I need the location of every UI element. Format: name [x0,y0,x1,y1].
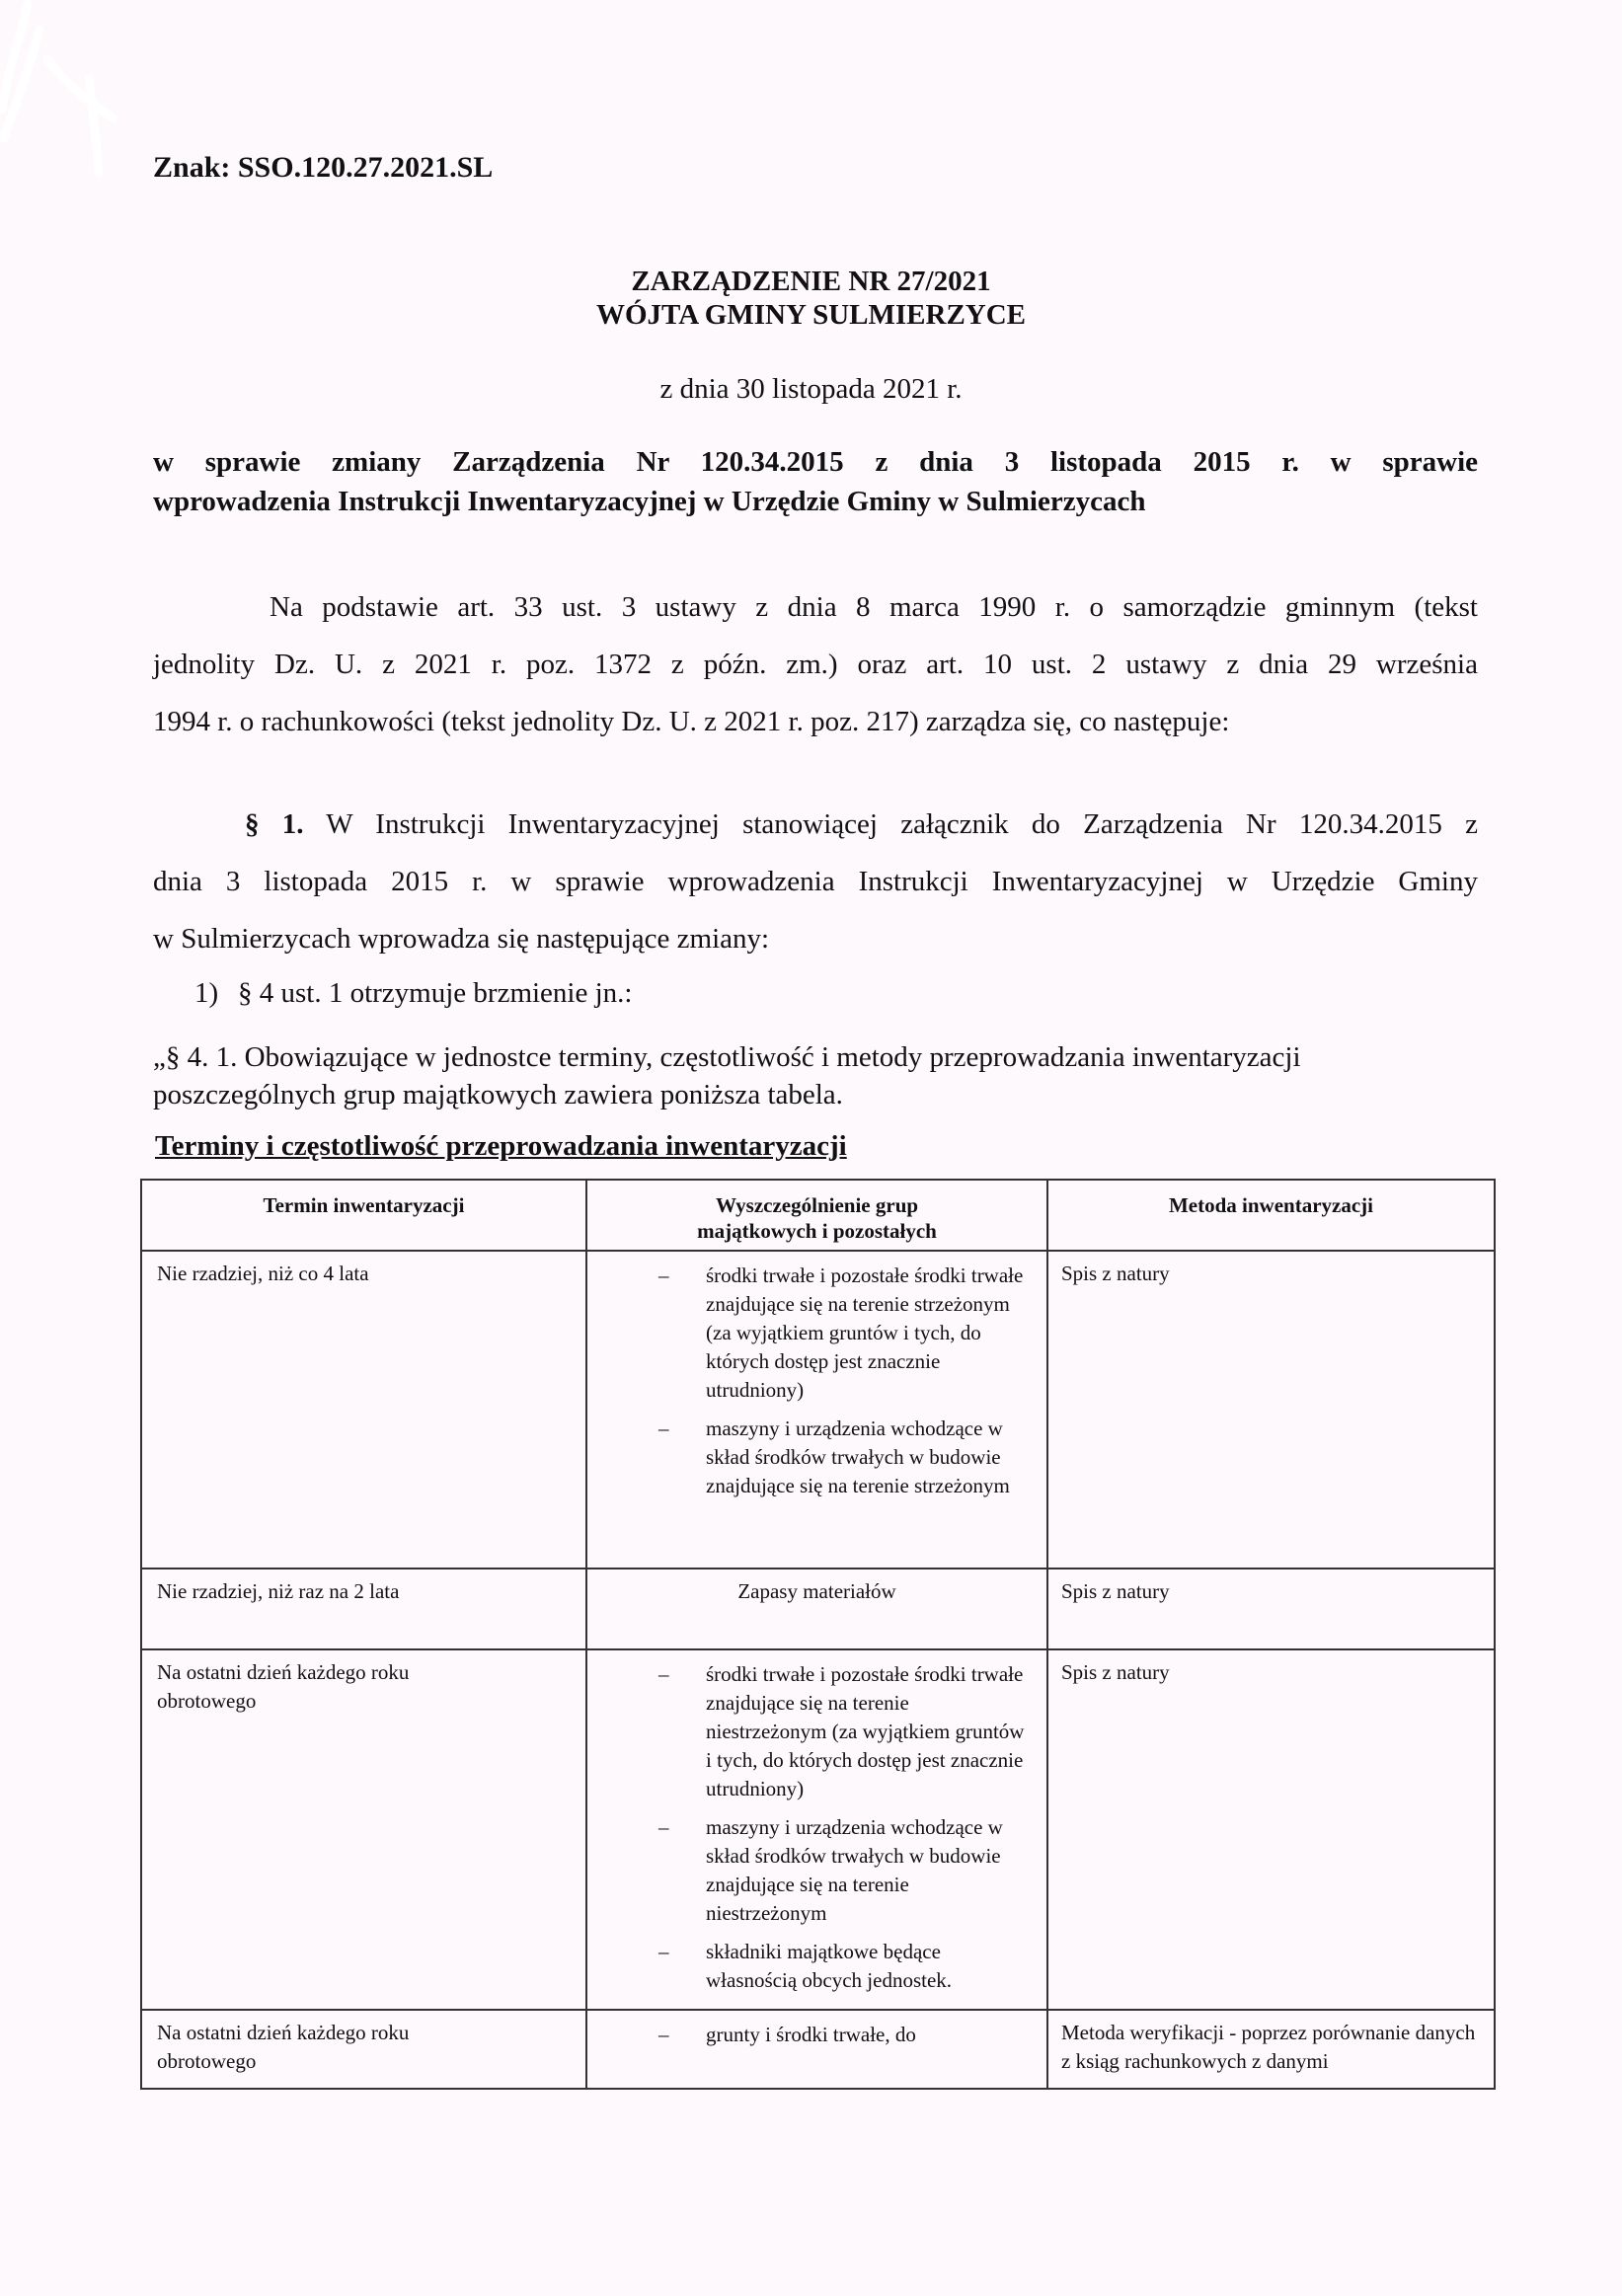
table-row [141,1569,1495,1649]
paragraph-text: W Instrukcji Inwentaryzacyjnej stanowiącej załącznik do Zarządzenia Nr 120.34.2015 z [326,808,1479,840]
dash-bullet-icon: – [658,1940,669,1963]
dash-bullet-icon: – [658,2023,669,2046]
document-reference: Znak: SSO.120.27.2021.SL [153,151,494,184]
method-cell: Spis z natury [1047,1251,1495,1569]
list-item: – maszyny i urządzenia wchodzące w skład środków trwałych w budowie znajdujące się na terenie niestrzeżonym [658,1815,1003,1925]
dash-bullet-icon: – [658,1815,669,1839]
term-cell [141,1649,586,2010]
method-cell: Metoda weryfikacji - poprzez porównanie danych z ksiąg rachunkowych z danymi [1047,2010,1495,2089]
paragraph-line: Na podstawie art. 33 ust. 3 ustawy z dnia 8 marca 1990 r. o samorządzie gminnym (tekst [270,591,1478,623]
asset-groups-cell [586,1649,1047,2010]
amendment-item [194,973,1478,1013]
quoted-provision [153,1038,1478,1113]
section-mark: § 1. [245,808,304,840]
table-row [141,1251,1495,1569]
item-number: 1) [194,977,219,1009]
table-header-row [141,1180,1495,1251]
dash-bullet-icon: – [658,1662,669,1686]
paragraph-line: 1994 r. o rachunkowości (tekst jednolity Dz. U. z 2021 r. poz. 217) zarządza się, co następuje: [153,706,1230,737]
term-cell [141,2010,586,2089]
legal-basis-paragraph [153,578,1478,750]
ordinance-title: ZARZĄDZENIE NR 27/2021 [631,266,991,297]
term-cell: Nie rzadziej, niż co 4 lata [141,1251,586,1569]
method-cell: Spis z natury [1047,1649,1495,2010]
paragraph-line [153,796,1478,853]
asset-groups-cell: Zapasy materiałów [586,1569,1047,1649]
ordinance-date: z dnia 30 listopada 2021 r. [659,373,963,405]
dash-bullet-icon: – [658,1416,669,1440]
asset-groups-cell [586,2010,1047,2089]
list-item: – środki trwałe i pozostałe środki trwałe znajdujące się na terenie niestrzeżonym (za wyjątkiem gruntów i tych, do których dostęp jest znacznie utrudniony) [658,1662,1025,1800]
dash-bullet-icon: – [658,1263,669,1287]
list-item: – środki trwałe i pozostałe środki trwałe znajdujące się na terenie strzeżonym (za wyjątkiem gruntów i tych, do których dostęp jest znacznie utrudniony) [658,1263,1024,1402]
column-header-method: Metoda inwentaryzacji [1047,1180,1495,1251]
column-header-asset-groups: Wyszczególnienie grup majątkowych i pozostałych [586,1180,1047,1251]
column-header-term: Termin inwentaryzacji [141,1180,586,1251]
ordinance-issuer: WÓJTA GMINY SULMIERZYCE [595,299,1027,331]
list-item: – składniki majątkowe będące własnością obcych jednostek. [658,1940,953,1992]
table-caption: Terminy i częstotliwość przeprowadzania inwentaryzacji [155,1130,847,1162]
list-item: – grunty i środki trwałe, do [587,2021,1046,2049]
inventory-schedule-table [140,1179,1496,2090]
quote-line: poszczególnych grup majątkowych zawiera poniższa tabela. [153,1079,843,1110]
table-row [141,1649,1495,2010]
term-cell: Nie rzadziej, niż raz na 2 lata [141,1569,586,1649]
paragraph-line: jednolity Dz. U. z 2021 r. poz. 1372 z późn. zm.) oraz art. 10 ust. 2 ustawy z dnia 29 września [153,649,1478,680]
list-item: – maszyny i urządzenia wchodzące w skład środków trwałych w budowie znajdujące się na terenie strzeżonym [658,1416,1010,1497]
paragraph-line: w Sulmierzycach wprowadza się następujące zmiany: [153,923,770,955]
term-text: Na ostatni dzień każdego roku obrotowego [157,1660,410,1713]
method-cell: Spis z natury [1047,1569,1495,1649]
section-1-paragraph [153,796,1478,967]
quote-line: „§ 4. 1. Obowiązujące w jednostce terminy, częstotliwość i metody przeprowadzania inwentaryzacji [153,1041,1301,1073]
asset-groups-cell [586,1251,1047,1569]
table-row [141,2010,1495,2089]
subject-line: wprowadzenia Instrukcji Inwentaryzacyjnej w Urzędzie Gminy w Sulmierzycach [153,486,1146,517]
term-text: Na ostatni dzień każdego roku obrotowego [157,2021,410,2073]
subject-line: w sprawie zmiany Zarządzenia Nr 120.34.2015 z dnia 3 listopada 2015 r. w sprawie [153,446,1478,478]
ordinance-subject [153,442,1478,521]
item-text: § 4 ust. 1 otrzymuje brzmienie jn.: [238,977,633,1009]
paragraph-line: dnia 3 listopada 2015 r. w sprawie wprowadzenia Instrukcji Inwentaryzacyjnej w Urzędzie Gminy [153,866,1478,897]
